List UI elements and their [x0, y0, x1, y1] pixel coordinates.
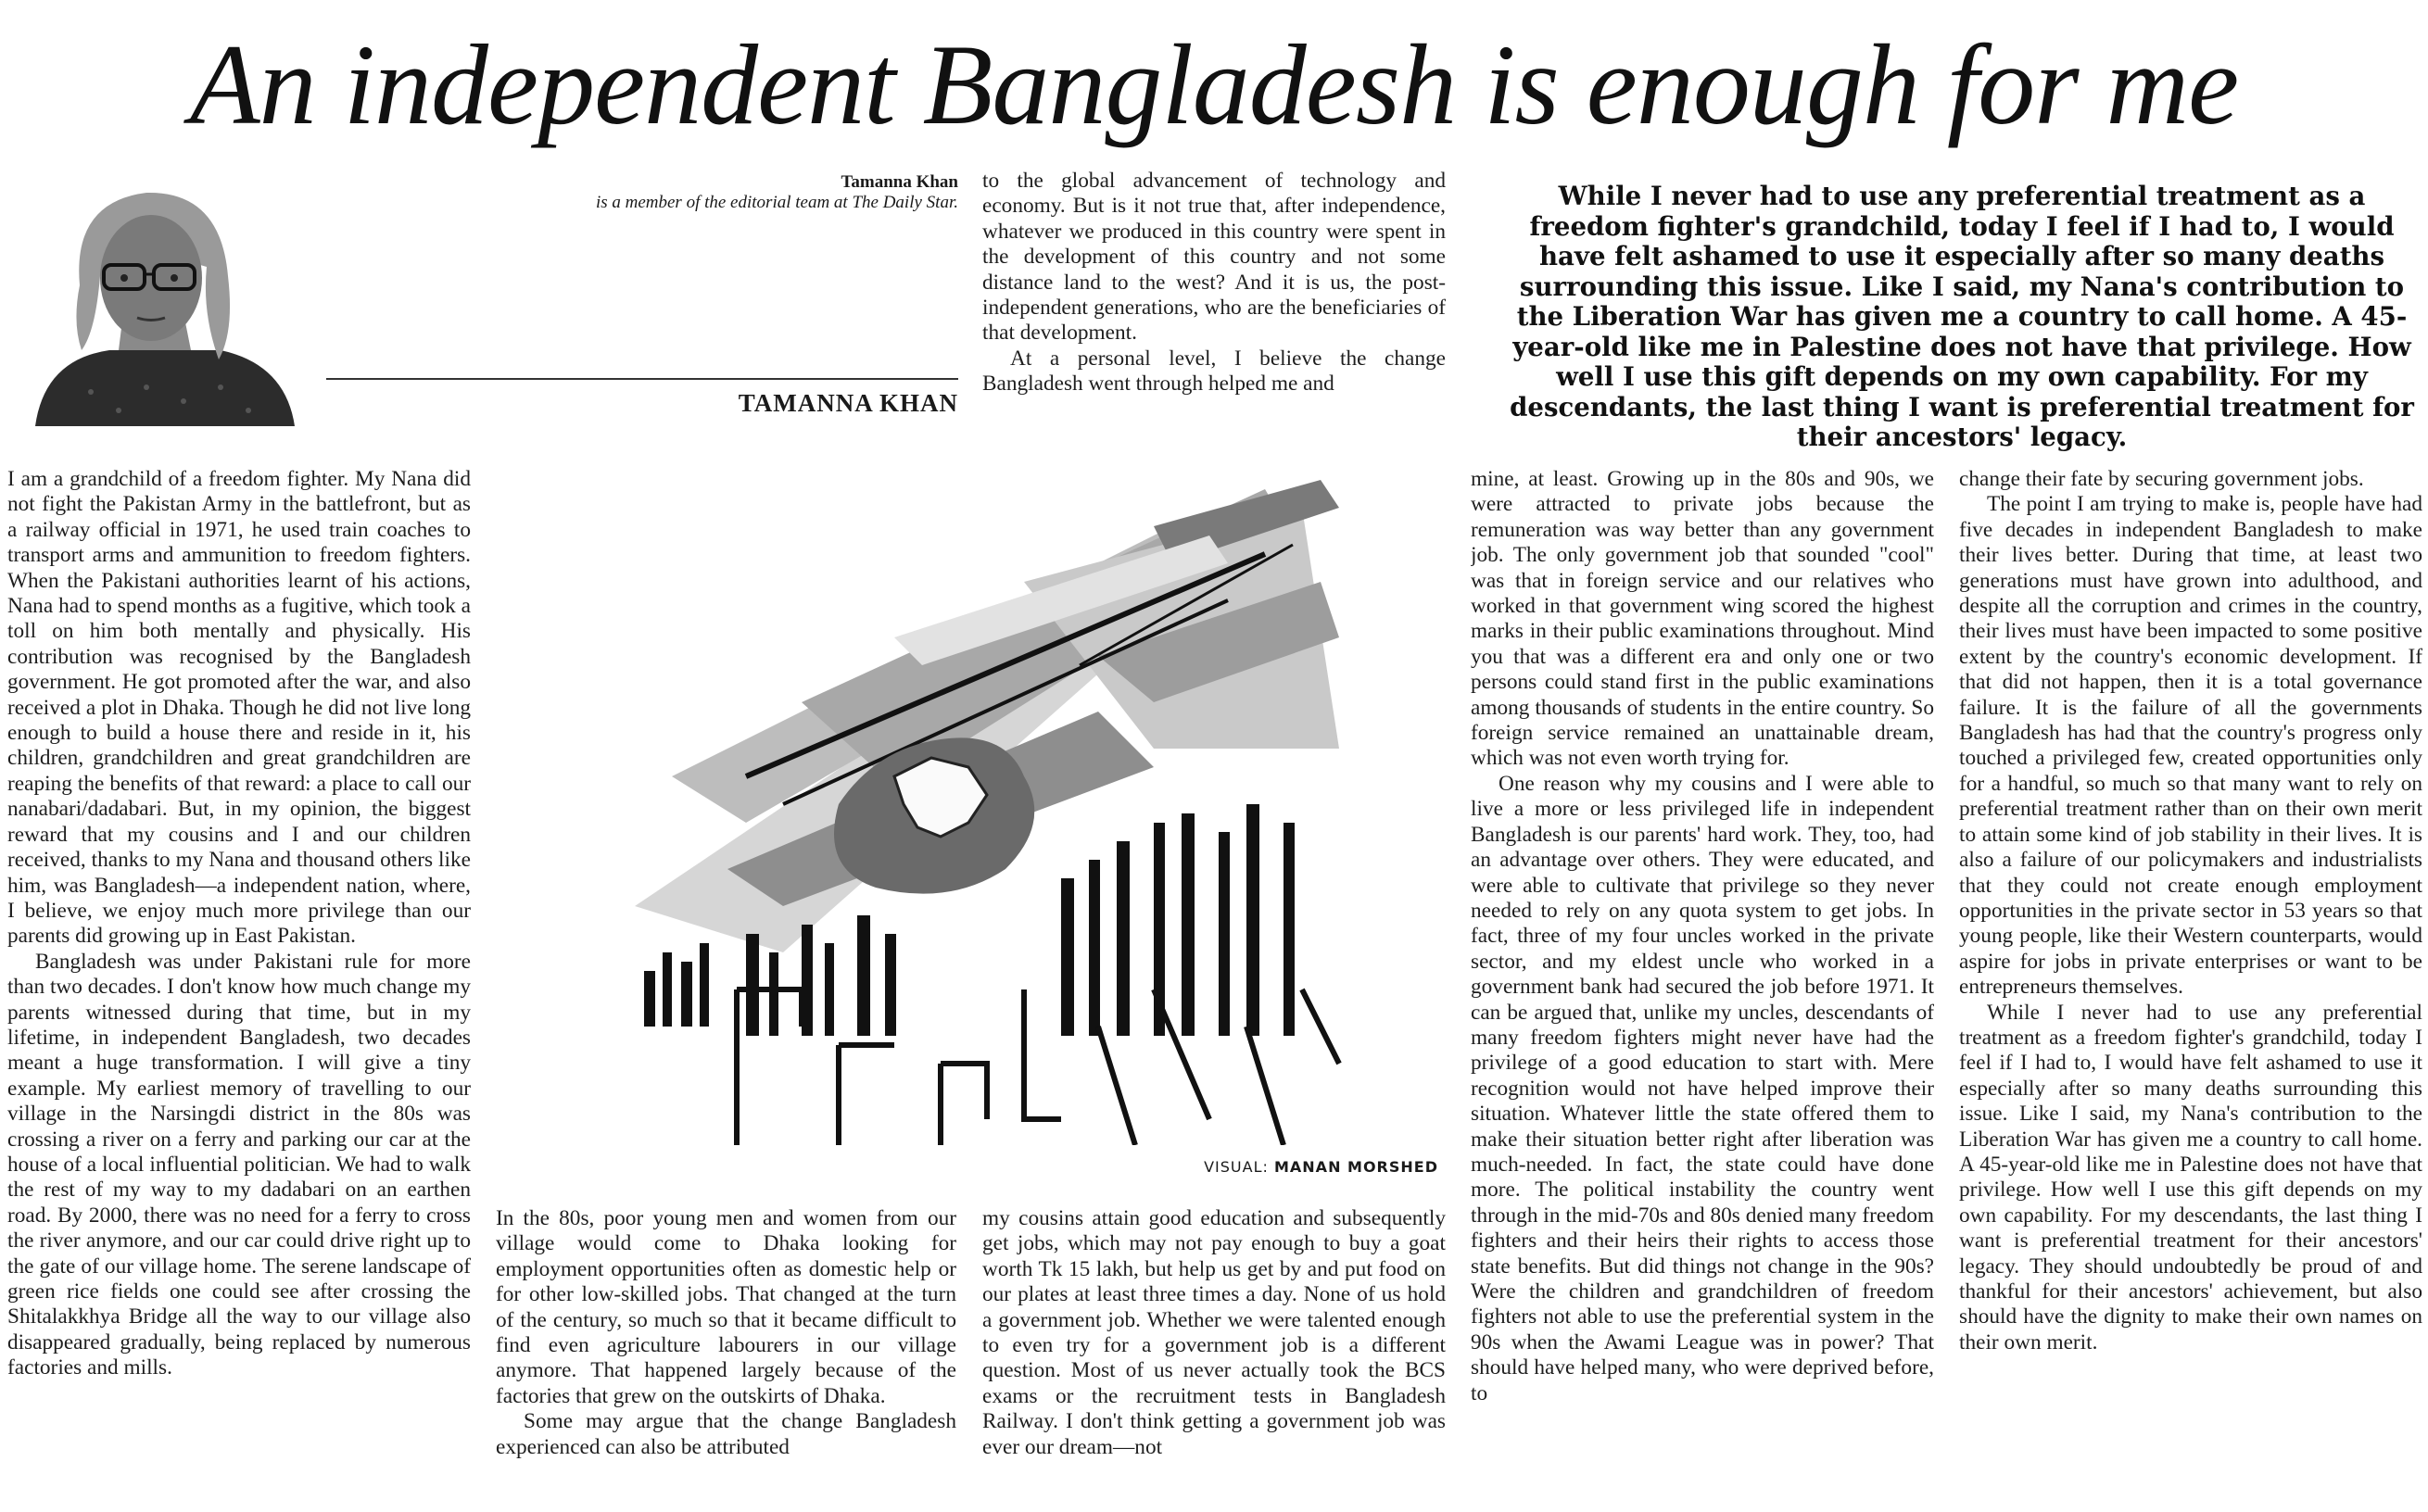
- paragraph: my cousins attain good education and subsequently get jobs, which may not pay enough to buy a goat worth Tk 15 lakh, but help us get by and put food on our plates at least three times a day. None of us hold a government job. Whether we were talented enough to even try for a government job is a different question. Most of us never actually took the BCS exams or the recruitment tests in Bangladesh Railway. I don't think getting a government job was ever our dream—not: [982, 1206, 1446, 1459]
- paragraph: to the global advancement of technology and economy. But is it not true that, after independence, whatever we produced in this country were spent in the development of this country and not some distance land to the west? And it is us, the post-independent generations, who are the beneficiaries of that development.: [982, 169, 1446, 346]
- illustration-credit: [1019, 1158, 1438, 1176]
- paragraph: At a personal level, I believe the change Bangladesh went through helped me and: [982, 346, 1446, 397]
- paragraph: In the 80s, poor young men and women from our village would come to Dhaka looking for employment opportunities often as domestic help or for other low-skilled jobs. That changed at the turn of the century, so much so that it became difficult to find even agriculture labourers in our village anymore. That happened largely because of the factories that grew on the outskirts of Dhaka.: [496, 1206, 956, 1408]
- paragraph: Some may argue that the change Bangladesh experienced can also be attributed: [496, 1409, 956, 1459]
- paragraph: While I never had to use any preferential treatment as a freedom fighter's grandchild, today I feel if I had to, I would have felt ashamed to use it especially after so many deaths surrounding this issue. Like I said, my Nana's contribution to the Liberation War has given me a country to call home. A 45-year-old like me in Palestine does not have that privilege. How well I use this gift depends on my own capability. For my descendants, the last thing I want is preferential treatment for their ancestors' legacy. They should undoubtedly be proud of and thankful for their ancestors' achievement, but also should have the dignity to make their own names on their own merit.: [1959, 1000, 2422, 1354]
- credit-label: VISUAL:: [1204, 1158, 1269, 1176]
- author-portrait: [7, 174, 321, 426]
- paragraph: One reason why my cousins and I were able to live a more or less privileged life in independent Bangladesh is our parents' hard work. They, too, had an advantage over others. They were educated, and were able to cultivate that privilege so they never needed to rely on any quota system to get jobs. In fact, three of my four uncles worked in the private sector, and my eldest uncle who worked in a government bank had secured the job before 1971. It can be argued that, unlike my uncles, descendants of many freedom fighters might never have had the privilege of a good education to start with. Mere recognition would not have helped improve their situation. Whatever little the state offered them to make their situation better right after liberation was much-needed. In fact, the state could have done more. The political instability the country went through in the mid-70s and 80s denied many freedom fighters and their heirs their rights to access those state benefits. But did things not change in the 90s? Were the children and grandchildren of freedom fighters not able to use the preferential system in the 90s when the Awami League was in power? That should have helped many, who were deprived before, to: [1471, 771, 1934, 1405]
- paragraph: I am a grandchild of a freedom fighter. My Nana did not fight the Pakistan Army in the battlefront, but as a railway official in 1971, he used train coaches to transport arms and ammunition to freedom fighters. When the Pakistani authorities learnt of his actions, Nana had to spend months as a fugitive, which took a toll on him both mentally and physically. His contribution was recognised by the Bangladesh government. He got promoted after the war, and also received a plot in Dhaka. Though he did not live long enough to build a house there and reside in it, his children, grandchildren and great grandchildren are reaping the benefits of that reward: a place to call our nanabari/dadabari. But, in my opinion, the biggest reward that my cousins and I and our children received, thanks to my Nana and thousand others like him, was Bangladesh—a independent nation, where, I believe, we enjoy much more privilege than our parents did growing up in East Pakistan.: [7, 467, 471, 949]
- article-illustration: [505, 471, 1443, 1145]
- paragraph: Bangladesh was under Pakistani rule for more than two decades. I don't know how much change my parents witnessed during that time, but in my lifetime, in independent Bangladesh, two decades meant a huge transformation. I will give a tiny example. My earliest memory of travelling to our village in the Narsingdi district in the 80s was crossing a river on a ferry and parking our car at the house of a local influential politician. We had to walk the rest of my way to my dadabari on an earthen road. By 2000, there was no need for a ferry to cross the river anymore, and our car could drive right up to the gate of our village home. The serene landscape of green rice fields one could see after crossing the Shitalakkhya Bridge all the way to our village also disappeared gradually, being replaced by numerous factories and mills.: [7, 949, 471, 1380]
- author-byline-caps: TAMANNA KHAN: [738, 389, 958, 417]
- article-column-2: [496, 1206, 956, 1512]
- byline-divider: [326, 378, 958, 380]
- article-column-3-top: [982, 169, 1446, 432]
- article-column-1: [7, 467, 471, 1512]
- paragraph: mine, at least. Growing up in the 80s and 90s, we were attracted to private jobs because the remuneration was way better than any government job. The only government job that sounded "cool" was that in foreign service and our relatives who worked in that government wing scored the highest marks in their public examinations throughout. Mind you that was a different era and only one or two persons could stand first in the public examinations among thousands of students in the entire country. So foreign service remained an unattainable dream, which was not even worth trying for.: [1471, 467, 1934, 771]
- article-column-3-bottom: [982, 1206, 1446, 1512]
- article-column-5: [1959, 467, 2422, 1512]
- author-name: Tamanna Khan: [841, 172, 958, 192]
- paragraph: The point I am trying to make is, people have had five decades in independent Bangladesh to make their lives better. During that time, at least two generations must have grown into adulthood, and despite all the corruption and crimes in the country, their lives must have been impacted to some positive extent by the country's economic development. If that did not happen, then it is a total governance failure. It is the failure of all the governments Bangladesh has had that the country's progress only touched a privileged few, created opportunities only for a handful, so much so that many want to rely on preferential treatment rather than on their own merit to attain some kind of job stability in their lives. It is also a failure of our policymakers and industrialists that they could not create enough employment opportunities in the private sector in 53 years so that young people, like their Western counterparts, would aspire for jobs in private enterprises or want to be entrepreneurs themselves.: [1959, 492, 2422, 1000]
- article-column-4: [1471, 467, 1934, 1512]
- headline: An independent Bangladesh is enough for me: [189, 21, 2239, 148]
- author-description: is a member of the editorial team at The Daily Star.: [595, 193, 958, 212]
- paragraph: change their fate by securing government jobs.: [1959, 467, 2364, 491]
- credit-name: MANAN MORSHED: [1273, 1158, 1438, 1176]
- pull-quote: While I never had to use any preferential treatment as a freedom fighter's grandchild, today I feel if I had to, I would have felt ashamed to use it especially after so many deaths surrounding this issue. Like I said, my Nana's contribution to the Liberation War has given me a country to call home. A 45-year-old like me in Palestine does not have that privilege. How well I use this gift depends on my own capability. For my descendants, the last thing I want is preferential treatment for their ancestors' legacy.: [1510, 181, 2414, 452]
